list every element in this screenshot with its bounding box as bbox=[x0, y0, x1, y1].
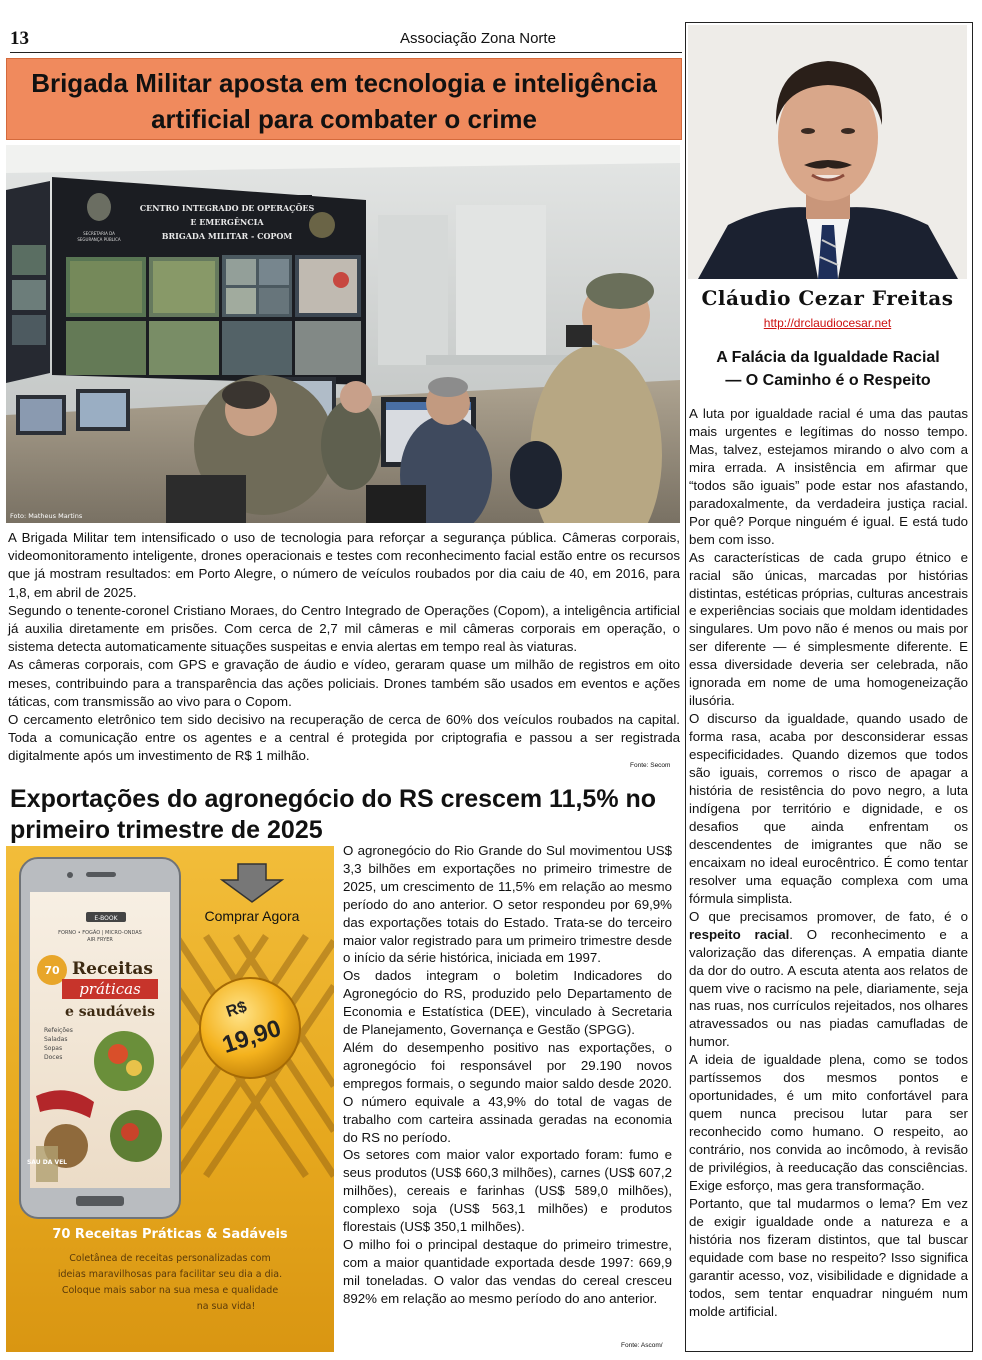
author-portrait bbox=[688, 25, 967, 279]
ebook-item: Doces bbox=[44, 1054, 63, 1061]
ad-description-line: Coletânea de receitas personalizadas com bbox=[69, 1253, 271, 1264]
article2-paragraph: Além do desempenho positivo nas exportações, o agronegócio foi responsável por 29.190 novos empregos formais, o segundo maior saldo desde 2020. O número equivale a 43,9% do total de vagas de trabalho com carteira assinada geradas na economia do RS no período. bbox=[343, 1039, 672, 1145]
ebook-methods-2: AIR FRYER bbox=[87, 937, 113, 943]
column-paragraph: O discurso da igualdade, quando usado de forma rasa, acaba por desconsiderar essas especificidades. Quando dizemos que todos são iguais, corremos o risco de apagar a história de resistência do povo negro, a luta indígena por território e dignidade, e os desafios que ainda enfrentam os descendentes de imigrantes que não se encaixam no ideal eurocêntrico. É como tentar resolver uma equação complexa com uma fórmula simplista. bbox=[689, 711, 968, 906]
column-paragraph: Portanto, que tal mudarmos o lema? Em vez de exigir igualdade onde a natureza e a história nos fizeram distintos, que tal buscar equidade com base no respeito? Isso significa garantir acesso, voz, visibilidade e dignidade a todos, sem tentar enquadrar ninguém num molde artificial. bbox=[689, 1195, 968, 1319]
header-rule bbox=[10, 52, 682, 53]
article2-paragraph: Os setores com maior valor exportado foram: fumo e seus produtos (US$ 660,3 milhões), carnes (US$ 607,2 milhões), cereais e farinhas (US$ 589,0 milhões), complexo soja (US$ 563,1 milhões) e produtos florestais (US$ 350,1 milhões). bbox=[343, 1147, 672, 1235]
article1-paragraph: Segundo o tenente-coronel Cristiano Moraes, do Centro Integrado de Operações (Copom), a inteligência artificial já auxilia diretamente em prisões. Com cerca de 2,7 mil câmeras e mil câmeras corporais em operação, o sistema detecta automaticamente situações suspeitas e envia alertas em tempo real às viaturas. bbox=[8, 602, 680, 655]
column-body bbox=[689, 405, 968, 1321]
ebook-footer-mark: SAU DA VEL bbox=[26, 1159, 68, 1166]
ebook-title-2: práticas bbox=[79, 980, 141, 998]
column-paragraph bbox=[689, 908, 968, 1052]
article2-paragraph: Os dados integram o boletim Indicadores do Agronegócio do RS, produzido pelo Departamento de Economia e Estatística (DEE), vinculado à Secretaria de Planejamento, Governança e Gestão (SPGG). bbox=[343, 968, 672, 1038]
article1-paragraph: O cercamento eletrônico tem sido decisivo na recuperação de cerca de 60% dos veículos roubados na capital. Toda a comunicação entre os agentes e a central é protegida por criptografia e passou a ser registrada digitalmente após um investimento de R$ 1 milhão. bbox=[8, 712, 680, 764]
article2-paragraph: O agronegócio do Rio Grande do Sul movimentou US$ 3,3 bilhões em exportações no primeiro trimestre de 2025, um crescimento de 11,5% em relação ao mesmo período do ano anterior. O setor respondeu por 69,9% das exportações totais do Estado. Trata-se do terceiro maior valor registrado para um primeiro trimestre desde o início da série histórica, iniciada em 1997. bbox=[343, 843, 672, 966]
brigada-emblem-icon bbox=[309, 212, 335, 238]
column-text: . O reconhecimento e a valorização das diferenças. A empatia diante da dor do outro. A escuta atenta aos relatos de quem vive o racismo na pele, diariamente, seja nas ruas, nos currículos rejeitados, nos olhares atravessados ou nas piadas camufladas de humor. bbox=[689, 926, 968, 1050]
article1-headline: Brigada Militar aposta em tecnologia e inteligência artificial para combater o crime bbox=[6, 58, 682, 140]
emblem-line1: SECRETARIA DA bbox=[83, 231, 115, 236]
column-emphasis: respeito racial bbox=[689, 926, 790, 942]
article1-paragraph: As câmeras corporais, com GPS e gravação de áudio e vídeo, geraram quase um milhão de registros em oito meses, contribuindo para a transparência das ações policiais. Drones também são usados em eventos e ações táticas, com transmissão ao vivo para o Copom. bbox=[8, 657, 680, 709]
article1-photo bbox=[6, 145, 680, 523]
ad-description-line: ideias maravilhosas para facilitar seu dia a dia. bbox=[57, 1269, 283, 1280]
column-paragraph: A luta por igualdade racial é uma das pautas mais urgentes e legítimas do nosso tempo. Mas, talvez, estejamos mirando o alvo com a mira errada. A insistência em afirmar que “todos são iguais” pode estar nos afastando, paradoxalmente, da verdadeira justiça racial. Por quê? Porque ninguém é igual. E está tudo bem com isso. bbox=[689, 406, 968, 547]
emblem-line2: SEGURANÇA PÚBLICA bbox=[77, 237, 121, 242]
column-paragraph: A ideia de igualdade plena, como se todos partíssemos dos mesmos pontos e oportunidades, é um mito confortável para quem nunca precisou lutar para ser reconhecido como humano. O respeito, ao contrário, nos convida ao incômodo, à revisão de privilégios, à reeducação das consciências. Exige esforço, mas gera transformação. bbox=[689, 1052, 968, 1193]
column-title-line: A Falácia da Igualdade Racial bbox=[716, 349, 940, 366]
column-title bbox=[690, 346, 966, 392]
state-emblem-icon bbox=[87, 193, 111, 221]
ebook-item: Sopas bbox=[44, 1045, 63, 1052]
author-website-link[interactable]: http://drclaudiocesar.net bbox=[763, 316, 892, 330]
ebook-methods: FORNO • FOGÃO | MICRO-ONDAS bbox=[58, 930, 142, 936]
column-paragraph: As características de cada grupo étnico e racial são únicas, marcadas por histórias distintas, estéticas próprias, culturas ancestrais e experiências sociais que moldam identidades singulares. Um povo não é menos ou mais por ser diferente — é simplesmente diferente. E essa diversidade deveria ser celebrada, não ignorada em nome de uma homogeneização ilusória. bbox=[689, 549, 968, 709]
ebook-item: Saladas bbox=[44, 1036, 68, 1043]
author-name: Cláudio Cezar Freitas bbox=[701, 286, 954, 310]
article1-body bbox=[8, 529, 680, 766]
price-value: 19,90 bbox=[218, 1014, 285, 1059]
signage-line3: BRIGADA MILITAR - COPOM bbox=[161, 231, 293, 241]
column-text: O que precisamos promover, de fato, é o bbox=[689, 908, 968, 924]
ad-title: 70 Receitas Práticas & Sadáveis bbox=[52, 1227, 288, 1242]
publication-name: Associação Zona Norte bbox=[400, 30, 556, 47]
article1-source: Fonte: Secom bbox=[630, 762, 671, 769]
photo-credit: Foto: Matheus Martins bbox=[10, 512, 83, 520]
ebook-title-1: Receitas bbox=[72, 959, 154, 979]
ebook-tag: E-BOOK bbox=[94, 915, 118, 922]
buy-now-cta[interactable]: Comprar Agora bbox=[204, 908, 300, 924]
page-number: 13 bbox=[10, 28, 29, 49]
article1-paragraph: A Brigada Militar tem intensificado o uso de tecnologia para reforçar a segurança pública. Câmeras corporais, videomonitoramento inteligente, drones operacionais e testes com reconhecimento facial estão entre os recursos que já mostram resultados: em Porto Alegre, o número de veículos roubados por dia caiu de 40, em 2016, para 1,8, em abril de 2025. bbox=[8, 530, 680, 600]
ebook-item: Refeições bbox=[44, 1027, 73, 1034]
ad-description-line: na sua vida! bbox=[196, 1301, 256, 1312]
article2-source: Fonte: Ascom/ bbox=[621, 1342, 663, 1349]
signage-line2: E EMERGÊNCIA bbox=[190, 217, 264, 227]
article2-headline: Exportações do agronegócio do RS crescem 11,5% no primeiro trimestre de 2025 bbox=[10, 785, 657, 844]
signage-line1: CENTRO INTEGRADO DE OPERAÇÕES bbox=[139, 203, 315, 213]
ebook-title-3: e saudáveis bbox=[64, 1004, 156, 1020]
ebook-number: 70 bbox=[44, 964, 60, 977]
price-currency: R$ bbox=[224, 998, 249, 1021]
column-title-line: — O Caminho é o Respeito bbox=[725, 372, 931, 389]
article2-body bbox=[343, 842, 672, 1308]
article2-paragraph: O milho foi o principal destaque do primeiro trimestre, com a maior quantidade exportada desde 1997: 669,9 mil toneladas. O valor das vendas do cereal cresceu 892% em relação ao mesmo período do ano anterior. bbox=[343, 1236, 672, 1306]
ebook-advertisement[interactable] bbox=[6, 846, 334, 1352]
ad-description-line: Coloque mais sabor na sua mesa e qualidade bbox=[61, 1285, 279, 1296]
